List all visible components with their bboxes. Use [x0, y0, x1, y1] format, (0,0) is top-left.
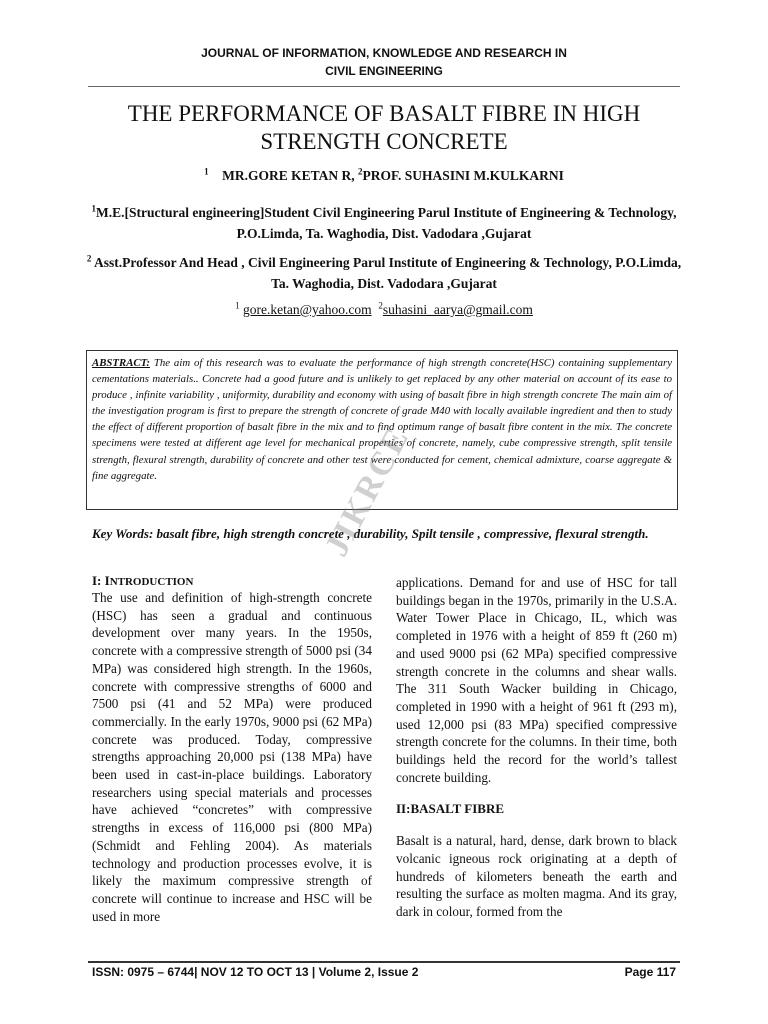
keywords: Key Words: basalt fibre, high strength concrete , durability, Spilt tensile , compressive, flexural strength. [92, 526, 649, 541]
footer-issue-info [92, 965, 418, 979]
footer-divider [88, 961, 680, 963]
affiliation-1-superscript: 1 [91, 203, 96, 214]
introduction-heading [92, 574, 372, 589]
header-divider [88, 86, 680, 87]
journal-name-line1: JOURNAL OF INFORMATION, KNOWLEDGE AND RESEARCH IN [201, 46, 567, 60]
title-line2: STRENGTH CONCRETE [260, 129, 508, 154]
journal-name-line2: CIVIL ENGINEERING [325, 64, 443, 78]
affiliation-1-text: M.E.[Structural engineering]Student Civil Engineering Parul Institute of Engineering & Technology, P.O.Limda, Ta. Waghodia, Dist. Vadodara ,Gujarat [95, 205, 677, 241]
affiliation-2-text: Asst.Professor And Head , Civil Engineering Parul Institute of Engineering & Technology, P.O.Limda, Ta. Waghodia, Dist. Vadodara ,Gujarat [91, 255, 682, 291]
author-list [0, 168, 768, 184]
right-column [396, 574, 677, 921]
email1-superscript: 1 [235, 300, 240, 311]
title-line1: THE PERFORMANCE OF BASALT FIBRE IN HIGH [127, 101, 641, 126]
affiliation-1 [80, 202, 688, 244]
introduction-paragraph-2: applications. Demand for and use of HSC for tall buildings began in the 1970s, primarily in the U.S.A. Water Tower Place in Chicago, IL, which was completed in 1976 with a height of 859 ft (260 m) and used 9000 psi (62 MPa) specified compressive strength concrete in the columns and shear walls. The 311 South Wacker building in Chicago, completed in 1990 with a height of 961 ft (293 m), used 12,000 psi (83 MPa) specified compressive strength concrete for the columns. In their time, both buildings held the record for the world’s tallest concrete building. [396, 575, 677, 785]
affiliation-2-superscript: 2 [86, 253, 92, 264]
introduction-heading-smallcaps: NTRODUCTION [109, 576, 194, 588]
footer-page-number: Page 117 [624, 965, 676, 979]
author-emails [0, 302, 768, 318]
abstract-text: The aim of this research was to evaluate the performance of high strength concrete(HSC) containing supplementary cementations materials.. Concrete had a good future and is unlikely to get replaced by any other material on account of its ease to produce , infinite variability , uniformity, durability and economy with using of basalt fibre in high strength concrete The main aim of the investigation program is first to prepare the strength of concrete of grade M40 with locally available ingredient and then to study the effect of different proportion of basalt fibre in the mix and to find optimum range of basalt fibre content in the mix. The concrete specimens were tested at different age level for mechanical properties of concrete, namely, cube compressive strength, split tensile strength, flexural strength, durability of concrete and other test were conducted for cement, chemical admixture, coarse aggregate & fine aggregate. [92, 357, 672, 482]
journal-header [0, 44, 768, 80]
paper-title [90, 100, 678, 156]
footer-separator: | [194, 965, 198, 979]
author1-superscript: 1 [204, 166, 209, 177]
email1-link[interactable]: gore.ketan@yahoo.com [242, 302, 372, 317]
abstract-label: ABSTRACT: [92, 357, 150, 369]
affiliation-2 [80, 252, 688, 294]
author1-name: MR.GORE KETAN R, [222, 168, 359, 183]
email2-superscript: 2 [378, 300, 383, 311]
email2-link[interactable]: suhasini_aarya@gmail.com [382, 302, 533, 317]
introduction-paragraph-1: The use and definition of high-strength concrete (HSC) has seen a gradual and continuous development over many years. In the 1950s, concrete with a compressive strength of 5000 psi (34 MPa) was considered high strength. In the 1960s, concrete with compressive strengths of 6000 and 7500 psi (41 and 52 MPa) were produced commercially. In the early 1970s, 9000 psi (62 MPa) concrete was produced. Today, compressive strengths approaching 20,000 psi (138 MPa) have been used in cast-in-place buildings. Laboratory researchers using special materials and processes have achieved “concretes” with compressive strengths in excess of 116,000 psi (800 MPa) (Schmidt and Fehling 2004). As materials technology and production processes evolve, it is likely the maximum compressive strength of concrete will continue to increase and HSC will be used in more [92, 590, 372, 924]
basalt-fibre-paragraph: Basalt is a natural, hard, dense, dark brown to black volcanic igneous rock originating at a depth of hundreds of kilometers beneath the earth and resulting the surface as molten magma. And its gray, dark in colour, formed from the [396, 833, 677, 919]
footer-volume: NOV 12 TO OCT 13 | Volume 2, Issue 2 [197, 965, 419, 979]
footer-issn: ISSN: 0975 – 6744 [92, 965, 195, 979]
author2-superscript: 2 [358, 166, 363, 177]
author2-name: PROF. SUHASINI M.KULKARNI [362, 168, 564, 183]
introduction-heading-prefix: I: I [92, 573, 110, 588]
left-column [92, 574, 372, 925]
journal-watermark: JIKRCE [318, 420, 417, 563]
basalt-fibre-heading: II:BASALT FIBRE [396, 801, 505, 817]
